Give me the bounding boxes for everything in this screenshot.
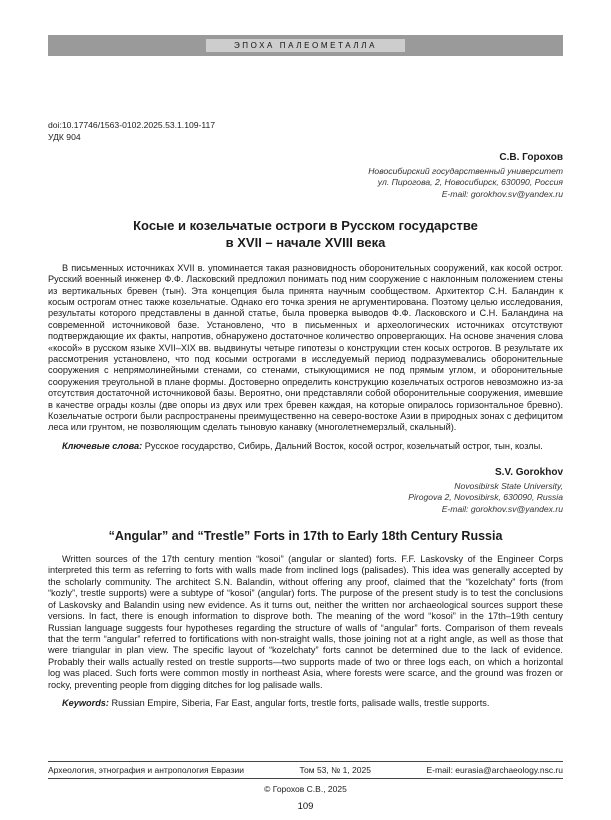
footer-rule-bottom [48,778,563,779]
doi-text: doi:10.17746/1563-0102.2025.53.1.109-117 [48,120,216,130]
udk-text: УДК 904 [48,131,81,142]
footer-issue: Том 53, № 1, 2025 [299,765,371,775]
affiliation-ru-line-2: ул. Пирогова, 2, Новосибирск, 630090, Россия [377,177,563,188]
article-title-ru-line-1: Косые и козельчатые остроги в Русском государстве [133,217,478,233]
keywords-en [48,698,563,709]
copyright-line: © Горохов С.В., 2025 [264,784,347,794]
section-banner-label: ЭПОХА ПАЛЕОМЕТАЛЛА [206,39,405,52]
author-email-ru: E-mail: gorokhov.sv@yandex.ru [441,188,563,199]
affiliation-en-line-1: Novosibirsk State University, [454,481,563,492]
keywords-en-label: Keywords: [62,697,109,708]
section-banner [48,35,563,56]
article-title-ru-line-2: в XVII – начале XVIII века [225,235,386,251]
keywords-en-text: Russian Empire, Siberia, Far East, angular forts, trestle forts, palisade walls, trestle supports. [111,697,490,708]
author-block-ru [48,152,563,200]
footer-journal-name: Археология, этнография и антропология Евразии [48,765,244,775]
author-name-ru: С.В. Горохов [499,152,563,164]
abstract-en: Written sources of the 17th century mention “kosoi” (angular or slanted) forts. F.F. Laskovsky of the Engineer Corps interpreted this term as referring to forts with walls made from inclined logs (palisades). This idea was generally accepted by the scholarly community. The architect S.N. Balandin, without offering any proof, claimed that the “kozelchaty” forts (from “kozly”, trestle supports) were a subtype of “kosoi” (angular) forts. The purpose of the present study is to test the conclusions of Laskovsky and Balandin using new evidence. As it turns out, neither the written nor archaeological sources support these versions. In fact, there is enough information to disprove both. The meaning of the word “kosoi” in the 17th–19th century Russian language suggests four hypotheses regarding the structure of walls of “angular” forts. Comparison of them reveals that the term “angular” referred to fortifications with non-straight walls, those joining not at a right angle, as well as those that were triangular in plan view. The specific layout of “kozelchaty” forts cannot be determined due to the lack of evidence. Probably their walls actually rested on trestle supports—two supports made of two or three logs each, on which a horizontal log was placed. Such forts were common mostly in northeast Asia, where forests were scarce, and the ground was frozen or rocky, preventing people from digging ditches for log palisade walls. [48,554,563,690]
keywords-ru-label: Ключевые слова: [62,440,143,451]
keywords-ru-text: Русское государство, Сибирь, Дальний Восток, косой острог, козельчатый острог, тын, козлы. [144,440,543,451]
author-name-en: S.V. Gorokhov [495,467,563,479]
article-meta [48,120,563,143]
author-email-en: E-mail: gorokhov.sv@yandex.ru [441,503,563,514]
affiliation-en-line-2: Pirogova 2, Novosibirsk, 630090, Russia [408,492,563,503]
article-title-ru [48,217,563,252]
footer-email: E-mail: eurasia@archaeology.nsc.ru [426,765,563,775]
keywords-ru [48,441,563,452]
article-title-en: “Angular” and “Trestle” Forts in 17th to Early 18th Century Russia [108,528,503,543]
affiliation-ru-line-1: Новосибирский государственный университет [368,166,563,177]
page-footer [48,761,563,812]
footer-journal-row [48,762,563,778]
author-block-en [48,467,563,515]
page-number: 109 [297,801,314,812]
abstract-ru: В письменных источниках XVII в. упоминается такая разновидность оборонительных сооружений, как косой острог. Русский военный инженер Ф.Ф. Ласковский предложил понимать под ним сооружение с наклонным положением стены из вертикальных бревен (тын). Эта концепция была принята научным сообществом. Архитектор С.Н. Баландин к косым острогам отнес также козельчатые. Однако его точка зрения не аргументирована. Поэтому целью исследования, результаты которого представлены в данной статье, была проверка выводов Ф.Ф. Ласковского и С.Н. Баландина на современной источниковой базе. Установлено, что в письменных и археологических источниках отсутствуют подтверждающие их факты, напротив, обнаружено достаточное количество опровергающих. На основе значения слова «косой» в русском языке XVII–XIX вв. выдвинуты четыре гипотезы о конструкции стен косых острогов. В результате их рассмотрения установлено, что под косыми острогами в исследуемый период подразумевались оборонительные сооружения с непрямолинейными стенами, со стенами, стыкующимися не под прямым углом, и оборонительные сооружения треугольной в плане формы. Достоверно определить конструкцию козельчатых острогов невозможно из-за отсутствия достаточной источниковой базы. Вероятно, они представляли собой оборонительные сооружения, имевшие в качестве ограды козлы (две опоры из двух или трех бревен каждая, на которые опиралось горизонтальное бревно). Козельчатые остроги были распространены преимущественно на северо-востоке Азии в природных зонах с дефицитом леса или грунтом, не позволяющим сделать тыновую канавку (многолетнемерзлый, скальный). [48,262,563,433]
